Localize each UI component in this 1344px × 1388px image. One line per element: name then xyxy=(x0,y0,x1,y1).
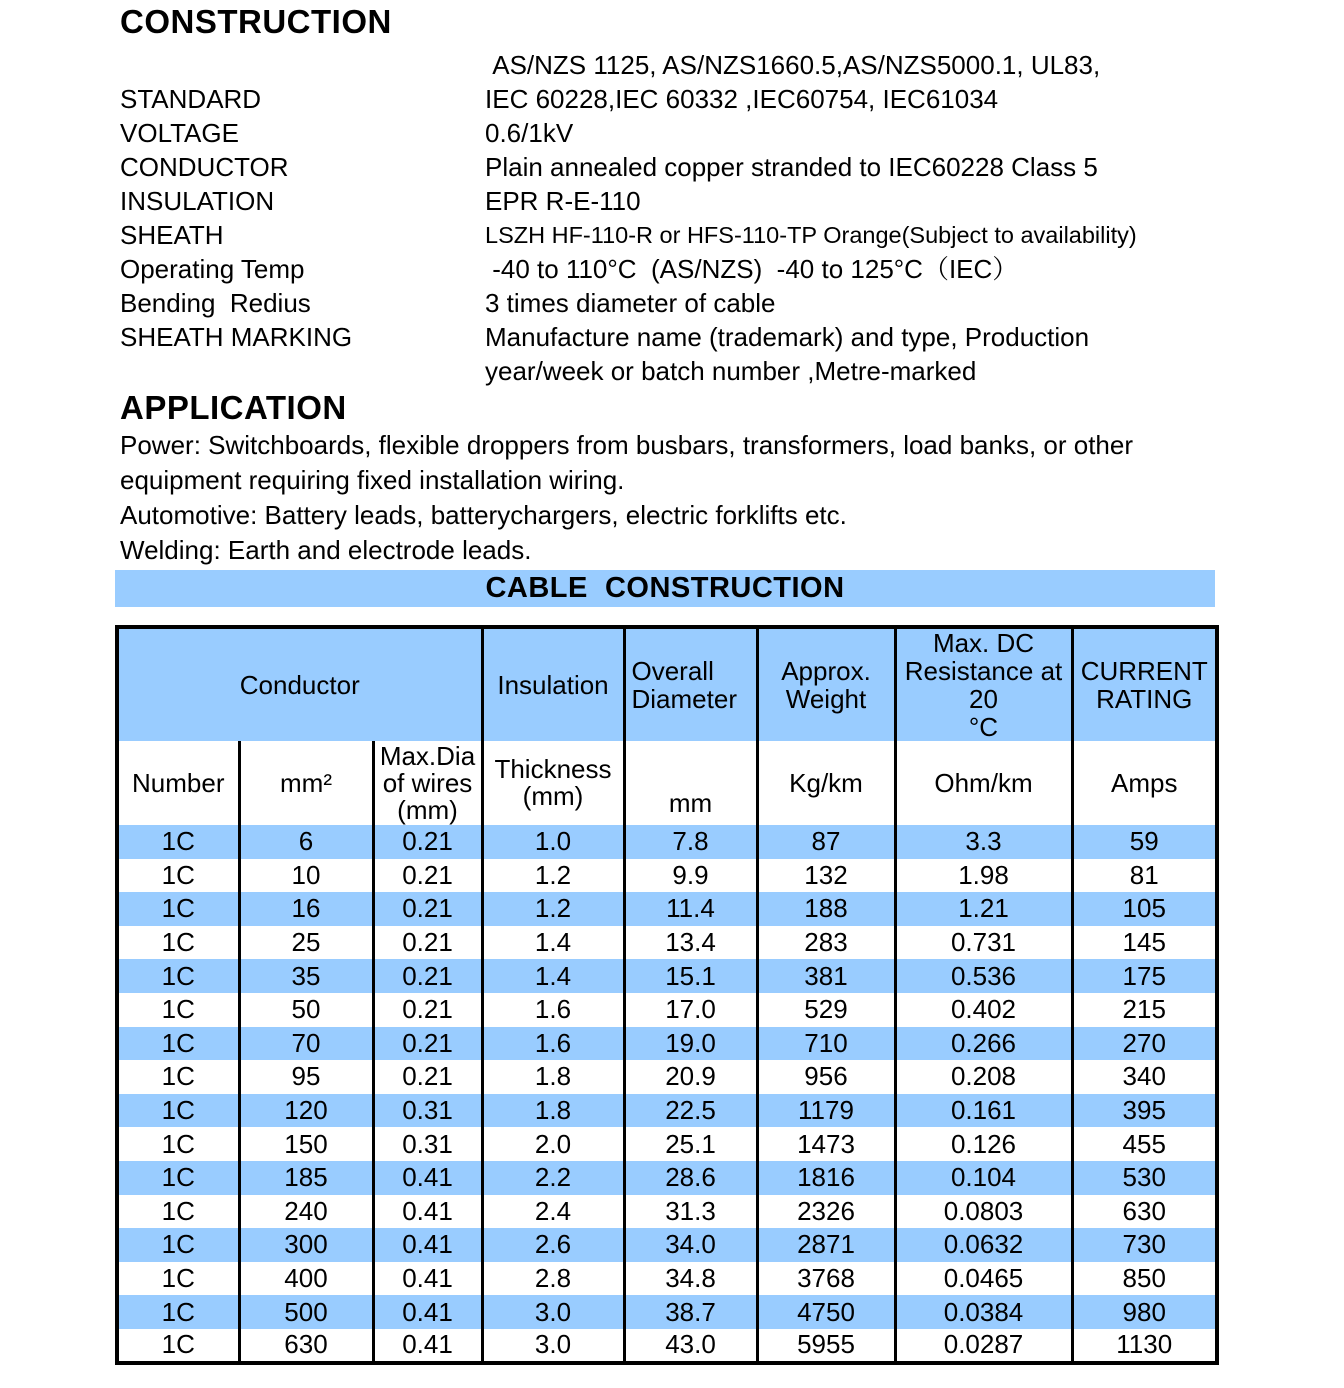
col-header-kg-km xyxy=(757,741,895,825)
table-cell: 188 xyxy=(757,892,895,926)
header-line: (mm) xyxy=(522,781,584,811)
table-cell: 0.21 xyxy=(373,993,482,1027)
header-line: of wires xyxy=(382,767,473,798)
table-cell: 710 xyxy=(757,1027,895,1061)
application-line-1: Power: Switchboards, flexible droppers from busbars, transformers, load banks, or other xyxy=(120,430,1134,460)
table-cell: 1C xyxy=(117,859,239,893)
table-cell: 15.1 xyxy=(624,959,757,993)
table-cell: 270 xyxy=(1072,1027,1217,1061)
spec-label: Operating Temp xyxy=(120,254,305,284)
table-cell: 0.41 xyxy=(373,1161,482,1195)
table-row-25mm2 xyxy=(117,926,1217,960)
table-cell: 6 xyxy=(239,825,373,859)
table-cell: 1.4 xyxy=(482,959,624,993)
header-line: Conductor xyxy=(239,670,360,700)
table-cell: 340 xyxy=(1072,1060,1217,1094)
table-cell: 2.0 xyxy=(482,1127,624,1161)
table-cell: 0.41 xyxy=(373,1262,482,1296)
spec-label xyxy=(120,354,485,388)
spec-value: Plain annealed copper stranded to IEC60228 Class 5 xyxy=(485,152,1098,182)
table-cell: 132 xyxy=(757,859,895,893)
header-line: Amps xyxy=(1111,767,1178,798)
table-cell: 1C xyxy=(117,1161,239,1195)
col-header-mm xyxy=(624,741,757,825)
table-cell: 0.0287 xyxy=(895,1329,1072,1363)
table-cell: 0.161 xyxy=(895,1094,1072,1128)
cable-construction-banner: CABLE CONSTRUCTION xyxy=(115,570,1215,607)
table-cell: 1C xyxy=(117,825,239,859)
table-cell: 1C xyxy=(117,1127,239,1161)
table-cell: 3.0 xyxy=(482,1329,624,1363)
table-cell: 0.41 xyxy=(373,1195,482,1229)
table-row-50mm2 xyxy=(117,993,1217,1027)
table-row-10mm2 xyxy=(117,859,1217,893)
table-cell: 3.3 xyxy=(895,825,1072,859)
table-cell: 956 xyxy=(757,1060,895,1094)
spec-value: AS/NZS 1125, AS/NZS1660.5,AS/NZS5000.1, UL83, xyxy=(485,50,1101,80)
table-cell: 7.8 xyxy=(624,825,757,859)
header-line: Insulation xyxy=(497,670,609,700)
col-header-ohm-km xyxy=(895,741,1072,825)
table-cell: 4750 xyxy=(757,1295,895,1329)
spec-value: year/week or batch number ,Metre-marked xyxy=(485,356,977,386)
table-cell: 1.6 xyxy=(482,1027,624,1061)
table-cell: 0.0465 xyxy=(895,1262,1072,1296)
col-header-max-dia-of-wires-mm xyxy=(373,741,482,825)
spec-label: INSULATION xyxy=(120,186,275,216)
table-cell: 5955 xyxy=(757,1329,895,1363)
table-cell: 50 xyxy=(239,993,373,1027)
table-cell: 0.21 xyxy=(373,1060,482,1094)
table-cell: 35 xyxy=(239,959,373,993)
table-cell: 0.31 xyxy=(373,1094,482,1128)
table-body xyxy=(117,825,1217,1363)
table-cell: 0.21 xyxy=(373,959,482,993)
table-cell: 0.41 xyxy=(373,1228,482,1262)
table-row-500mm2 xyxy=(117,1295,1217,1329)
table-cell: 120 xyxy=(239,1094,373,1128)
table-cell: 150 xyxy=(239,1127,373,1161)
header-line: Max.Dia xyxy=(379,741,476,771)
spec-label: STANDARD xyxy=(120,84,262,114)
table-cell: 0.126 xyxy=(895,1127,1072,1161)
table-cell: 1C xyxy=(117,926,239,960)
table-cell: 0.0384 xyxy=(895,1295,1072,1329)
application-heading: APPLICATION xyxy=(120,389,347,426)
table-cell: 34.0 xyxy=(624,1228,757,1262)
table-cell: 70 xyxy=(239,1027,373,1061)
spec-label: SHEATH MARKING xyxy=(120,322,353,352)
table-row-240mm2 xyxy=(117,1195,1217,1229)
header-line: (mm) xyxy=(397,794,458,825)
header-line: CURRENT xyxy=(1080,656,1208,686)
table-cell: 980 xyxy=(1072,1295,1217,1329)
table-cell: 1C xyxy=(117,1262,239,1296)
col-header-amps xyxy=(1072,741,1217,825)
application-line-3: Automotive: Battery leads, batterychargers, electric forklifts etc. xyxy=(120,500,847,530)
table-cell: 16 xyxy=(239,892,373,926)
col-header-thickness-mm xyxy=(482,741,624,825)
spec-label: SHEATH xyxy=(120,220,224,250)
table-cell: 455 xyxy=(1072,1127,1217,1161)
table-row-150mm2 xyxy=(117,1127,1217,1161)
table-cell: 529 xyxy=(757,993,895,1027)
table-cell: 0.21 xyxy=(373,926,482,960)
header-line: Thickness xyxy=(494,754,612,784)
application-line-4: Welding: Earth and electrode leads. xyxy=(120,535,532,565)
table-row-35mm2 xyxy=(117,959,1217,993)
col-header-mm xyxy=(239,741,373,825)
table-cell: 1473 xyxy=(757,1127,895,1161)
table-cell: 2.2 xyxy=(482,1161,624,1195)
table-cell: 630 xyxy=(1072,1195,1217,1229)
construction-heading: CONSTRUCTION xyxy=(120,3,392,40)
spec-value: Manufacture name (trademark) and type, Production xyxy=(485,322,1090,352)
table-row-16mm2 xyxy=(117,892,1217,926)
table-cell: 0.41 xyxy=(373,1329,482,1363)
table-cell: 175 xyxy=(1072,959,1217,993)
table-cell: 28.6 xyxy=(624,1161,757,1195)
header-line: Overall xyxy=(631,656,714,686)
table-cell: 17.0 xyxy=(624,993,757,1027)
table-cell: 630 xyxy=(239,1329,373,1363)
table-cell: 34.8 xyxy=(624,1262,757,1296)
table-cell: 2326 xyxy=(757,1195,895,1229)
col-group-header-approx-weight xyxy=(757,627,895,741)
table-cell: 2.4 xyxy=(482,1195,624,1229)
table-row-185mm2 xyxy=(117,1161,1217,1195)
application-line-2: equipment requiring fixed installation wiring. xyxy=(120,465,625,495)
header-line: RATING xyxy=(1096,684,1193,714)
table-row-630mm2 xyxy=(117,1329,1217,1363)
spec-row-standard xyxy=(0,82,1344,116)
table-header xyxy=(117,627,1217,825)
header-line: Max. DC xyxy=(932,628,1035,658)
table-cell: 9.9 xyxy=(624,859,757,893)
table-cell: 1.2 xyxy=(482,892,624,926)
table-cell: 0.41 xyxy=(373,1295,482,1329)
col-header-number xyxy=(117,741,239,825)
header-line: mm xyxy=(668,788,713,818)
application-text xyxy=(0,428,1344,568)
table-cell: 1.8 xyxy=(482,1060,624,1094)
table-cell: 283 xyxy=(757,926,895,960)
header-line: °C xyxy=(968,712,999,741)
col-group-header-conductor xyxy=(117,627,482,741)
table-cell: 11.4 xyxy=(624,892,757,926)
table-cell: 95 xyxy=(239,1060,373,1094)
table-cell: 1.6 xyxy=(482,993,624,1027)
table-row-70mm2 xyxy=(117,1027,1217,1061)
table-cell: 0.104 xyxy=(895,1161,1072,1195)
table-cell: 0.0632 xyxy=(895,1228,1072,1262)
table-cell: 22.5 xyxy=(624,1094,757,1128)
table-cell: 1.98 xyxy=(895,859,1072,893)
table-cell: 1C xyxy=(117,1094,239,1128)
table-cell: 1C xyxy=(117,1060,239,1094)
spec-label: Bending Redius xyxy=(120,288,311,318)
spec-value: LSZH HF-110-R or HFS-110-TP Orange(Subject to availability) xyxy=(485,222,1137,248)
table-cell: 2871 xyxy=(757,1228,895,1262)
table-cell: 0.731 xyxy=(895,926,1072,960)
spec-value: IEC 60228,IEC 60332 ,IEC60754, IEC61034 xyxy=(485,84,999,114)
table-cell: 2.8 xyxy=(482,1262,624,1296)
table-row-300mm2 xyxy=(117,1228,1217,1262)
table-cell: 2.6 xyxy=(482,1228,624,1262)
table-cell: 10 xyxy=(239,859,373,893)
header-line: Approx. xyxy=(781,656,871,686)
spec-row-sheath-marking xyxy=(0,320,1344,354)
spec-row-operating-temp xyxy=(0,252,1344,286)
table-cell: 13.4 xyxy=(624,926,757,960)
col-group-header-insulation xyxy=(482,627,624,741)
table-cell: 1179 xyxy=(757,1094,895,1128)
table-cell: 1.4 xyxy=(482,926,624,960)
table-header-row-units xyxy=(117,741,1217,825)
table-cell: 1C xyxy=(117,1027,239,1061)
col-group-header-current-rating xyxy=(1072,627,1217,741)
table-cell: 1.21 xyxy=(895,892,1072,926)
table-cell: 0.31 xyxy=(373,1127,482,1161)
table-cell: 500 xyxy=(239,1295,373,1329)
cable-construction-table xyxy=(115,625,1219,1365)
table-cell: 240 xyxy=(239,1195,373,1229)
table-cell: 105 xyxy=(1072,892,1217,926)
table-cell: 1130 xyxy=(1072,1329,1217,1363)
spec-row-insulation xyxy=(0,184,1344,218)
spec-row-continuation-9 xyxy=(0,354,1344,388)
table-cell: 20.9 xyxy=(624,1060,757,1094)
table-cell: 1C xyxy=(117,993,239,1027)
table-row-95mm2 xyxy=(117,1060,1217,1094)
table-cell: 1.0 xyxy=(482,825,624,859)
table-cell: 25 xyxy=(239,926,373,960)
table-row-400mm2 xyxy=(117,1262,1217,1296)
table-cell: 0.402 xyxy=(895,993,1072,1027)
table-cell: 145 xyxy=(1072,926,1217,960)
table-cell: 81 xyxy=(1072,859,1217,893)
table-cell: 1C xyxy=(117,1295,239,1329)
spec-row-sheath xyxy=(0,218,1344,252)
table-cell: 1C xyxy=(117,892,239,926)
spec-value: 0.6/1kV xyxy=(485,118,574,148)
table-cell: 0.21 xyxy=(373,859,482,893)
table-cell: 1.8 xyxy=(482,1094,624,1128)
table-cell: 730 xyxy=(1072,1228,1217,1262)
table-cell: 1816 xyxy=(757,1161,895,1195)
table-cell: 31.3 xyxy=(624,1195,757,1229)
spec-row-conductor xyxy=(0,150,1344,184)
table-cell: 0.0803 xyxy=(895,1195,1072,1229)
table-cell: 87 xyxy=(757,825,895,859)
col-group-header-overall-diameter xyxy=(624,627,757,741)
table-cell: 395 xyxy=(1072,1094,1217,1128)
table-cell: 59 xyxy=(1072,825,1217,859)
spec-label: VOLTAGE xyxy=(120,118,239,148)
table-cell: 185 xyxy=(239,1161,373,1195)
table-cell: 0.266 xyxy=(895,1027,1072,1061)
table-cell: 530 xyxy=(1072,1161,1217,1195)
spec-row-voltage xyxy=(0,116,1344,150)
col-group-header-max-dc-resistance-at-20-c xyxy=(895,627,1072,741)
spec-label xyxy=(120,48,485,82)
table-cell: 19.0 xyxy=(624,1027,757,1061)
table-cell: 300 xyxy=(239,1228,373,1262)
table-cell: 25.1 xyxy=(624,1127,757,1161)
table-cell: 1C xyxy=(117,1329,239,1363)
table-cell: 1C xyxy=(117,959,239,993)
table-cell: 850 xyxy=(1072,1262,1217,1296)
table-cell: 1C xyxy=(117,1195,239,1229)
construction-spec-list xyxy=(0,48,1344,388)
spec-row-continuation-0 xyxy=(0,48,1344,82)
table-cell: 381 xyxy=(757,959,895,993)
header-line: Kg/km xyxy=(789,767,863,798)
table-row-6mm2 xyxy=(117,825,1217,859)
header-line: Diameter xyxy=(631,684,737,714)
table-row-120mm2 xyxy=(117,1094,1217,1128)
header-line: Resistance at 20 xyxy=(904,656,1063,714)
header-line: mm² xyxy=(280,767,332,798)
spec-value: -40 to 110°C (AS/NZS) -40 to 125°C（IEC） xyxy=(485,254,1019,284)
table-cell: 0.21 xyxy=(373,892,482,926)
header-line: Number xyxy=(132,767,225,798)
table-cell: 43.0 xyxy=(624,1329,757,1363)
table-cell: 0.536 xyxy=(895,959,1072,993)
table-cell: 1C xyxy=(117,1228,239,1262)
spec-value: 3 times diameter of cable xyxy=(485,288,776,318)
table-cell: 0.21 xyxy=(373,1027,482,1061)
table-header-row-groups xyxy=(117,627,1217,741)
spec-label: CONDUCTOR xyxy=(120,152,289,182)
table-cell: 3768 xyxy=(757,1262,895,1296)
table-cell: 38.7 xyxy=(624,1295,757,1329)
table-cell: 215 xyxy=(1072,993,1217,1027)
header-line: Weight xyxy=(785,684,867,714)
table-cell: 0.21 xyxy=(373,825,482,859)
spec-value: EPR R-E-110 xyxy=(485,186,641,216)
table-cell: 3.0 xyxy=(482,1295,624,1329)
table-cell: 400 xyxy=(239,1262,373,1296)
table-cell: 1.2 xyxy=(482,859,624,893)
header-line: Ohm/km xyxy=(934,767,1033,798)
spec-row-bending-redius xyxy=(0,286,1344,320)
table-cell: 0.208 xyxy=(895,1060,1072,1094)
